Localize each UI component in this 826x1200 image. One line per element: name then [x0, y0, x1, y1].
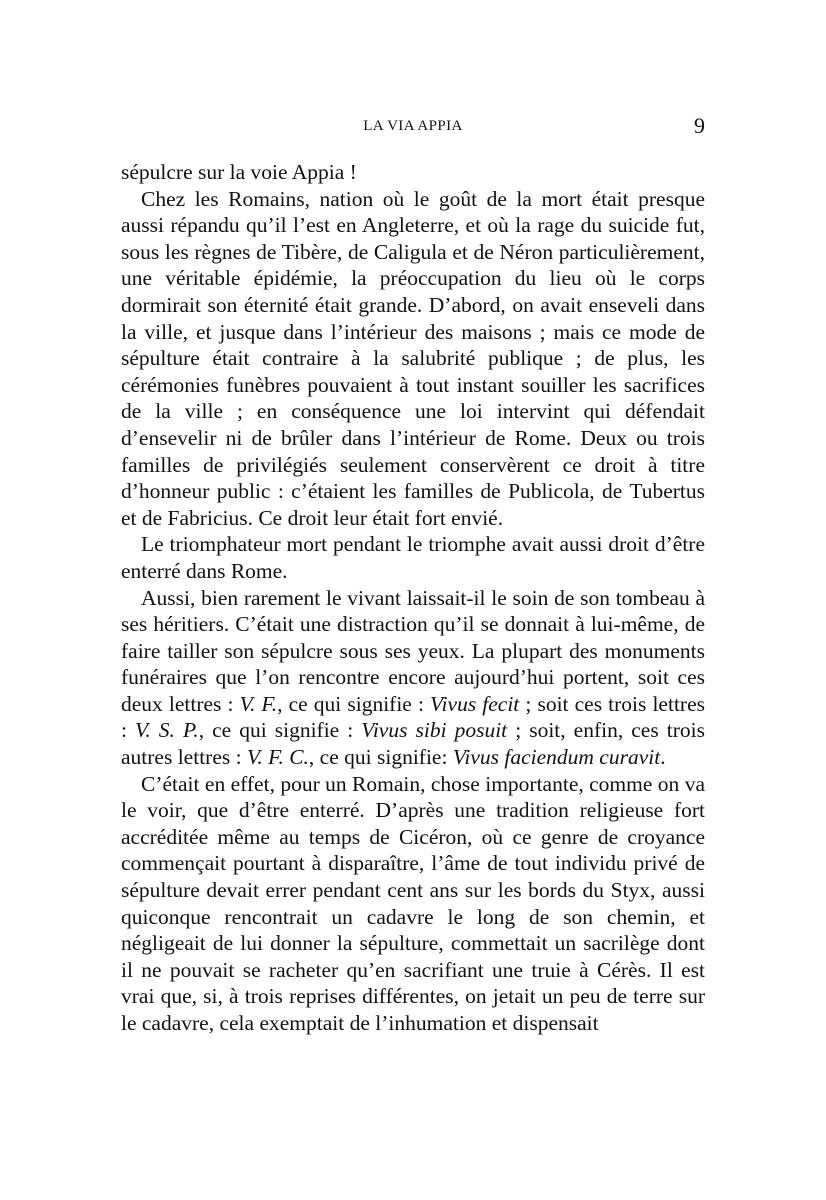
abbreviation-vsp: V. S. P.: [135, 718, 199, 743]
page-header: [121, 113, 705, 141]
text-run: C’était en effet, pour un Romain, chose importante, comme on va le voir, que d’être enterré. D’après une tradition religieuse fort accréditée même au temps de Cicéron, où ce genre de croyance commençait pourtant à disparaître, l’âme de tout individu privé de sépulture devait errer pendant cent ans sur les bords du Styx, aussi quiconque rencontrait un cadavre le long de son chemin, et négligeait de lui donner la sépulture, commettait un sacrilège dont il ne pouvait se racheter qu’en sacrifiant une truie à Cérès. Il est vrai que, si, à trois reprises différentes, on jetait un peu de terre sur le cadavre, cela exemptait de l’inhumation et dispensait: [121, 771, 705, 1035]
text-run: , ce qui signifie:: [308, 745, 453, 770]
paragraph-tomb-inscriptions: [121, 585, 705, 771]
text-run: , ce qui signifie :: [198, 718, 362, 743]
abbreviation-vfc: V. F. C.: [246, 745, 309, 770]
paragraph-continuation: [121, 159, 705, 186]
paragraph-triumphator: [121, 531, 705, 584]
abbreviation-vf: V. F.: [239, 691, 278, 716]
text-run: ; soit, enfin, ces trois autres lettres :: [121, 718, 705, 770]
page-number: 9: [694, 113, 705, 138]
text-run: Le triomphateur mort pendant le triomphe avait aussi droit d’être enterré dans Rome.: [121, 532, 705, 583]
latin-vivus-fecit: Vivus fecit: [430, 691, 520, 716]
paragraph-roman-burial: [121, 186, 705, 532]
text-run: .: [660, 745, 666, 770]
text-run: ; soit ces trois lettres :: [121, 691, 705, 743]
text-run: Chez les Romains, nation où le goût de la mort était presque aussi répandu qu’il l’est en Angleterre, et où la rage du suicide fut, sous les règnes de Tibère, de Caligula et de Néron particulièrement, une véritable épidémie, la préoccupation du lieu où le corps dormirait son éternité était grande. D’abord, on avait enseveli dans la ville, et jusque dans l’intérieur des maisons ; mais ce mode de sépulture était contraire à la salubrité publique ; de plus, les cérémonies funèbres pouvaient à tout instant souiller les sacrifices de la ville ; en conséquence une loi intervint qui défendait d’ensevelir ni de brûler dans l’intérieur de Rome. Deux ou trois familles de privilégiés seulement conservèrent ce droit à titre d’honneur public : c’étaient les familles de Publicola, de Tubertus et de Fabricius. Ce droit leur était fort envié.: [121, 186, 705, 530]
running-title: LA VIA APPIA: [363, 118, 463, 134]
latin-vivus-sibi-posuit: Vivus sibi posuit: [361, 718, 508, 743]
text-run: Aussi, bien rarement le vivant laissait-il le soin de son tombeau à ses héritiers. C’était une distraction qu’il se donnait à lui-même, de faire tailler son sépulcre sous ses yeux. La plupart des monuments funéraires que l’on rencontre encore aujourd’hui portent, soit ces deux lettres :: [121, 585, 705, 716]
latin-vivus-faciendum-curavit: Vivus faciendum curavit: [452, 745, 661, 770]
text-run: sépulcre sur la voie Appia !: [121, 160, 357, 184]
body-text: [121, 159, 705, 1037]
text-run: , ce qui signifie :: [277, 691, 431, 716]
paragraph-burial-importance: [121, 771, 705, 1037]
